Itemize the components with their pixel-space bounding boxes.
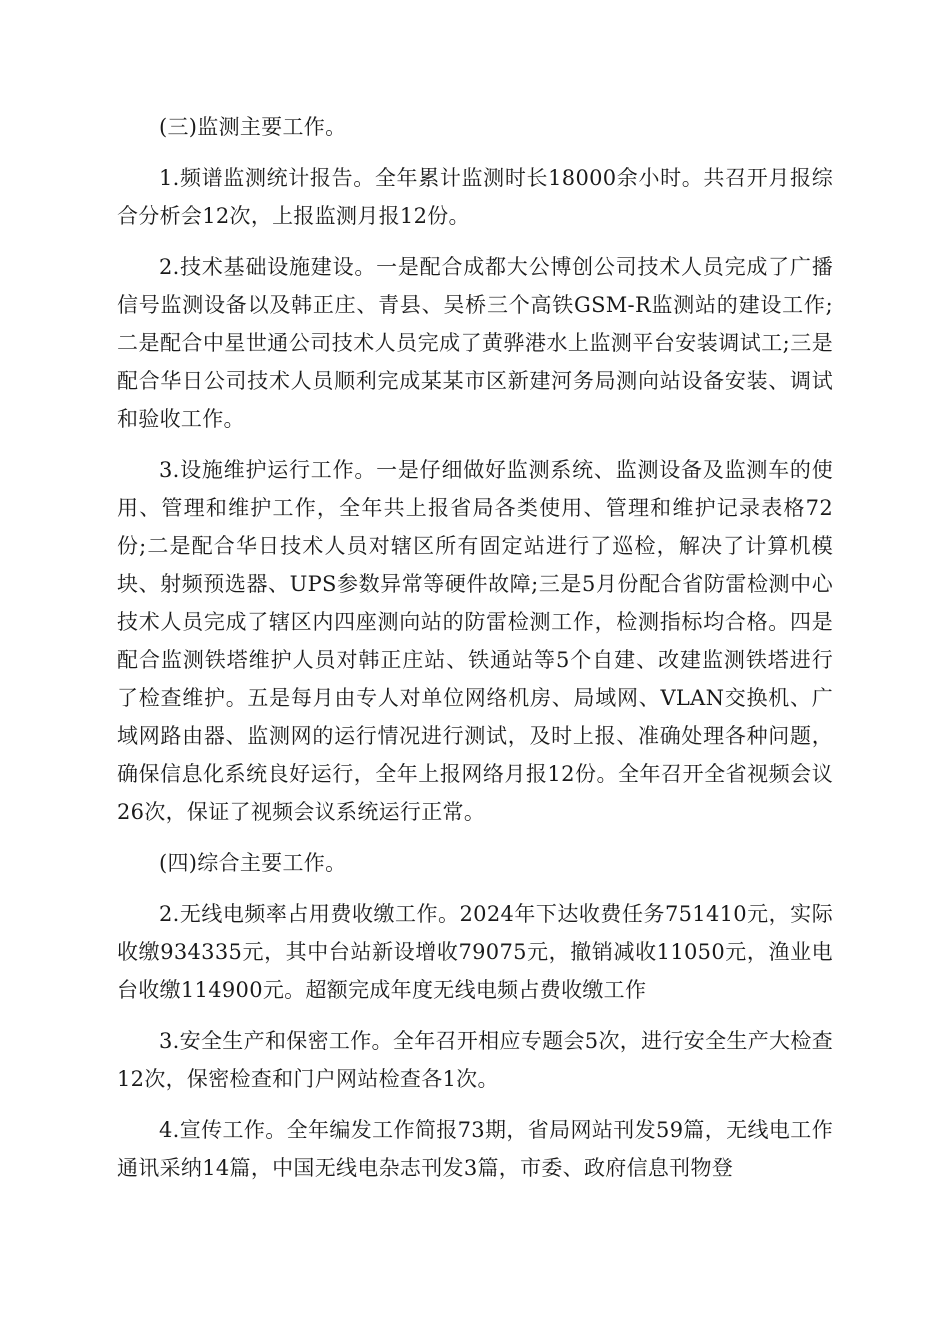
paragraph-frequency-fee-collection: 2.无线电频率占用费收缴工作。2024年下达收费任务751410元，实际收缴934335元，其中台站新设增收79075元，撤销减收11050元，渔业电台收缴114900元。超额完成年度无线电频占费收缴工作 [117, 902, 833, 1002]
paragraph-safety-confidentiality: 3.安全生产和保密工作。全年召开相应专题会5次，进行安全生产大检查12次，保密检查和门户网站检查各1次。 [117, 1029, 833, 1091]
document-body [117, 108, 833, 1200]
paragraph-facility-maintenance: 3.设施维护运行工作。一是仔细做好监测系统、监测设备及监测车的使用、管理和维护工作，全年共上报省局各类使用、管理和维护记录表格72份;二是配合华日技术人员对辖区所有固定站进行了巡检，解决了计算机模块、射频预选器、UPS参数异常等硬件故障;三是5月份配合省防雷检测中心技术人员完成了辖区内四座测向站的防雷检测工作，检测指标均合格。四是配合监测铁塔维护人员对韩正庄站、铁通站等5个自建、改建监测铁塔进行了检查维护。五是每月由专人对单位网络机房、局域网、VLAN交换机、广域网路由器、监测网的运行情况进行测试，及时上报、准确处理各种问题，确保信息化系统良好运行，全年上报网络月报12份。全年召开全省视频会议26次，保证了视频会议系统运行正常。 [117, 458, 833, 824]
paragraph-spectrum-monitoring-report: 1.频谱监测统计报告。全年累计监测时长18000余小时。共召开月报综合分析会12次，上报监测月报12份。 [117, 166, 833, 228]
paragraph-publicity-work: 4.宣传工作。全年编发工作简报73期，省局网站刊发59篇，无线电工作通讯采纳14篇，中国无线电杂志刊发3篇，市委、政府信息刊物登 [117, 1118, 833, 1180]
section-heading-monitoring: (三)监测主要工作。 [159, 115, 347, 139]
section-heading-general-work: (四)综合主要工作。 [159, 851, 347, 875]
paragraph-infrastructure-construction: 2.技术基础设施建设。一是配合成都大公博创公司技术人员完成了广播信号监测设备以及韩正庄、青县、吴桥三个高铁GSM-R监测站的建设工作;二是配合中星世通公司技术人员完成了黄骅港水上监测平台安装调试工;三是配合华日公司技术人员顺利完成某某市区新建河务局测向站设备安装、调试和验收工作。 [117, 255, 833, 431]
